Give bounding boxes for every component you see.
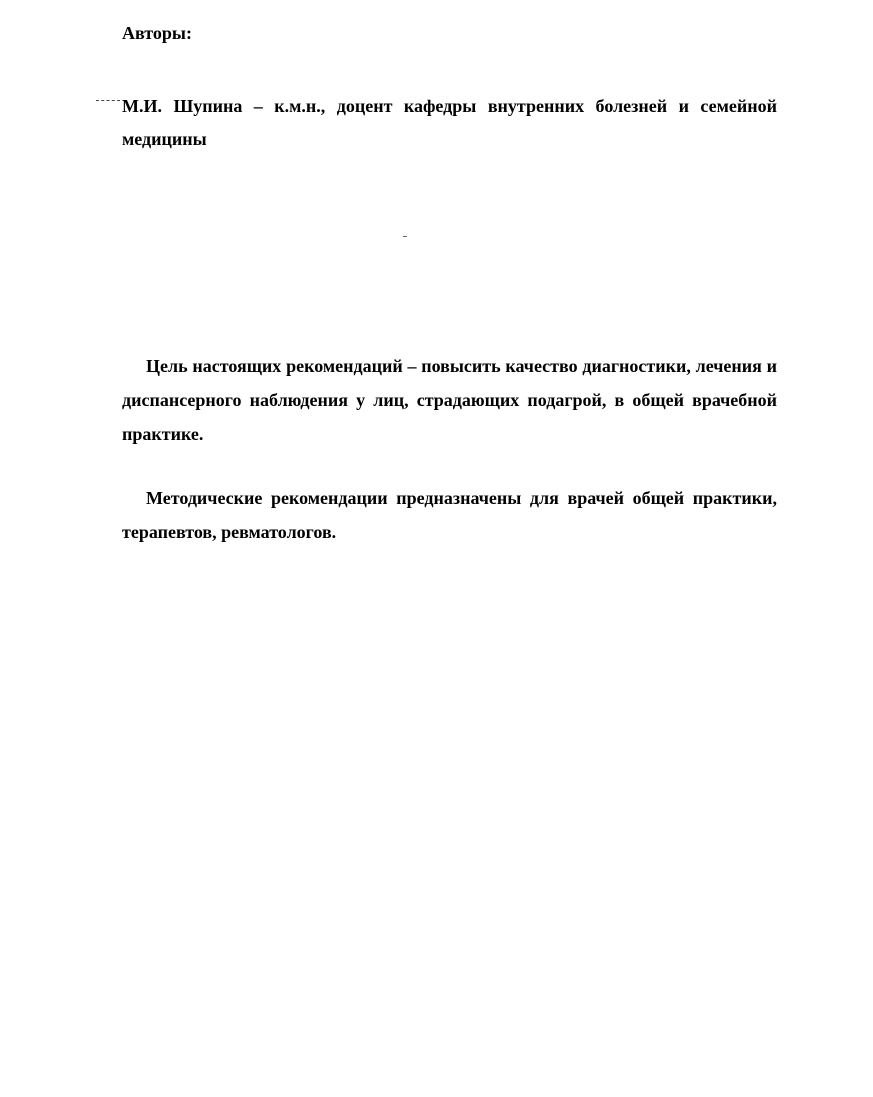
scan-artifact-dot: [403, 236, 407, 237]
authors-heading: Авторы:: [122, 23, 192, 43]
audience-paragraph: Методические рекомендации предназначены для врачей общей практики, терапевтов, ревматологов.: [122, 488, 777, 542]
purpose-paragraph: Цель настоящих рекомендаций – повысить качество диагностики, лечения и диспансерного наблюдения у лиц, страдающих подагрой, в общей врачебной практике.: [122, 356, 777, 444]
scan-artifact-mark: [96, 100, 120, 104]
author-entry: М.И. Шупина – к.м.н., доцент кафедры внутренних болезней и семейной медицины: [122, 96, 777, 149]
